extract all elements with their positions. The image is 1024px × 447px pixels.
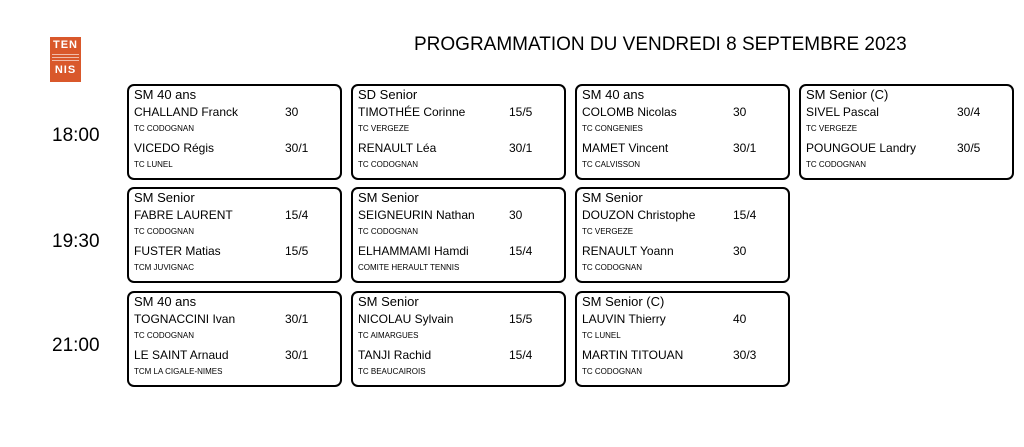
player-name: RENAULT Léa — [358, 141, 437, 155]
player-name: SIVEL Pascal — [806, 105, 879, 119]
player-ranking: 30/3 — [733, 348, 757, 362]
player-club: TC AIMARGUES — [358, 331, 419, 340]
logo-text-bottom: NIS — [54, 64, 77, 76]
player-club: TC CONGENIES — [582, 124, 643, 133]
player-name: DOUZON Christophe — [582, 208, 696, 222]
player-ranking: 15/4 — [509, 348, 533, 362]
player-club: COMITE HERAULT TENNIS — [358, 263, 460, 272]
player-ranking: 15/5 — [509, 312, 533, 326]
match-card — [575, 187, 790, 283]
player-ranking: 30/5 — [957, 141, 981, 155]
player-club: TC CODOGNAN — [134, 227, 194, 236]
match-category: SM Senior — [582, 190, 643, 205]
match-category: SM Senior — [358, 294, 419, 309]
match-category: SM 40 ans — [582, 87, 645, 102]
player-ranking: 30/1 — [285, 141, 309, 155]
player-ranking: 15/4 — [285, 208, 309, 222]
logo-stripe — [52, 54, 79, 55]
player-club: TC VERGEZE — [582, 227, 634, 236]
player-name: ELHAMMAMI Hamdi — [358, 244, 469, 258]
player-name: LAUVIN Thierry — [582, 312, 666, 326]
player-ranking: 15/4 — [509, 244, 533, 258]
player-club: TC VERGEZE — [806, 124, 858, 133]
player-club: TCM JUVIGNAC — [134, 263, 194, 272]
player-ranking: 15/4 — [733, 208, 757, 222]
player-club: TC CODOGNAN — [134, 331, 194, 340]
player-ranking: 30 — [733, 105, 747, 119]
player-ranking: 40 — [733, 312, 747, 326]
player-name: TIMOTHÉE Corinne — [358, 105, 466, 119]
player-name: RENAULT Yoann — [582, 244, 674, 258]
match-category: SM 40 ans — [134, 294, 197, 309]
logo-text-top: TEN — [53, 39, 78, 51]
player-ranking: 15/5 — [509, 105, 533, 119]
match-category: SD Senior — [358, 87, 418, 102]
player-name: TANJI Rachid — [358, 348, 432, 362]
player-club: TCM LA CIGALE-NIMES — [134, 367, 223, 376]
player-club: TC LUNEL — [134, 160, 173, 169]
match-card — [575, 291, 790, 387]
player-name: FUSTER Matias — [134, 244, 221, 258]
player-club: TC CODOGNAN — [806, 160, 866, 169]
match-card — [351, 291, 566, 387]
time-slot-label: 21:00 — [52, 335, 100, 356]
player-name: VICEDO Régis — [134, 141, 215, 155]
player-name: LE SAINT Arnaud — [134, 348, 229, 362]
match-category: SM Senior (C) — [582, 294, 665, 309]
player-ranking: 30 — [285, 105, 299, 119]
player-club: TC CODOGNAN — [134, 124, 194, 133]
match-card — [351, 187, 566, 283]
match-card — [799, 84, 1014, 180]
player-club: TC CALVISSON — [582, 160, 641, 169]
player-ranking: 30 — [509, 208, 523, 222]
time-slot-label: 19:30 — [52, 231, 100, 252]
player-ranking: 30/1 — [509, 141, 533, 155]
match-card — [575, 84, 790, 180]
match-category: SM Senior — [134, 190, 195, 205]
player-ranking: 30/1 — [285, 312, 309, 326]
player-club: TC LUNEL — [582, 331, 621, 340]
player-club: TC CODOGNAN — [582, 263, 642, 272]
match-card — [127, 187, 342, 283]
logo-stripe — [52, 57, 79, 58]
player-ranking: 15/5 — [285, 244, 309, 258]
player-name: MAMET Vincent — [582, 141, 669, 155]
player-club: TC CODOGNAN — [358, 160, 418, 169]
player-name: SEIGNEURIN Nathan — [358, 208, 475, 222]
player-club: TC VERGEZE — [358, 124, 410, 133]
player-name: COLOMB Nicolas — [582, 105, 677, 119]
page-title: PROGRAMMATION DU VENDREDI 8 SEPTEMBRE 2023 — [414, 34, 907, 55]
player-ranking: 30/4 — [957, 105, 981, 119]
match-category: SM Senior — [358, 190, 419, 205]
match-card — [127, 291, 342, 387]
match-category: SM Senior (C) — [806, 87, 889, 102]
player-name: NICOLAU Sylvain — [358, 312, 454, 326]
logo-stripe — [52, 60, 79, 61]
player-name: FABRE LAURENT — [134, 208, 233, 222]
player-name: CHALLAND Franck — [134, 105, 239, 119]
player-name: POUNGOUE Landry — [806, 141, 917, 155]
match-category: SM 40 ans — [134, 87, 197, 102]
match-card — [351, 84, 566, 180]
player-club: TC CODOGNAN — [582, 367, 642, 376]
time-slot-label: 18:00 — [52, 125, 100, 146]
player-ranking: 30/1 — [285, 348, 309, 362]
player-name: MARTIN TITOUAN — [582, 348, 684, 362]
match-card — [127, 84, 342, 180]
player-club: TC CODOGNAN — [358, 227, 418, 236]
tennis-logo — [50, 37, 81, 82]
player-club: TC BEAUCAIROIS — [358, 367, 426, 376]
player-name: TOGNACCINI Ivan — [134, 312, 236, 326]
player-ranking: 30 — [733, 244, 747, 258]
player-ranking: 30/1 — [733, 141, 757, 155]
